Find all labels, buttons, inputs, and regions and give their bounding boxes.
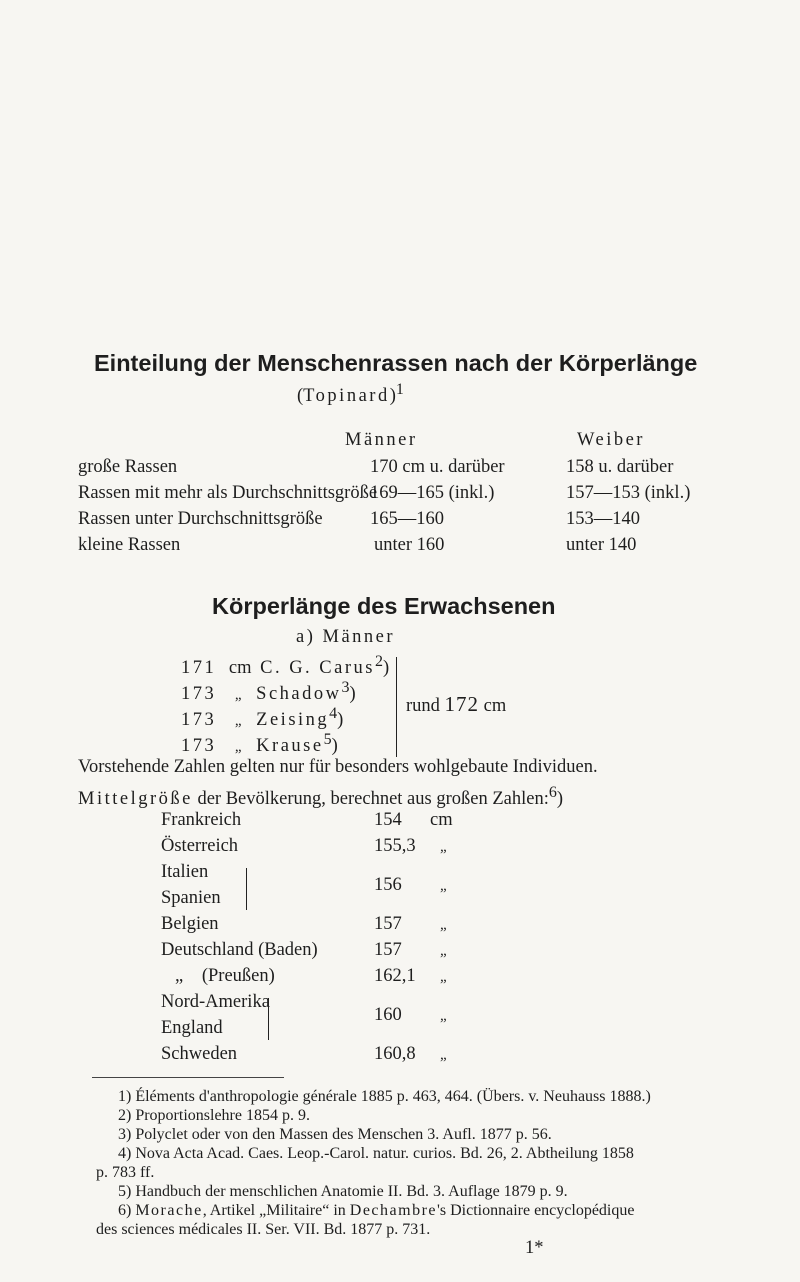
rounded-prefix: rund	[406, 696, 440, 716]
section-heading: Körperlänge des Erwachsenen	[212, 593, 556, 619]
table1-row-label: kleine Rassen	[78, 535, 181, 555]
table1-row-label: Rassen mit mehr als Durchschnittsgröße	[78, 483, 378, 503]
country-row: Österreich	[161, 836, 239, 856]
footnote-text: Nova Acta Acad. Caes. Leop.-Carol. natur. curios. Bd. 26, 2. Abtheilung 1858	[135, 1145, 634, 1162]
table1-row-men: 169—165 (inkl.)	[370, 483, 495, 503]
mittel-line: Mittelgröße der Bevölkerung, berechnet aus großen Zahlen:$^6$)	[78, 784, 564, 810]
country-value: 157	[374, 940, 402, 960]
entry-name: Schadow	[256, 684, 342, 705]
table1-row-men: 165—160	[370, 509, 444, 529]
footnote-number: 6)	[118, 1202, 132, 1219]
country-value: 157	[374, 914, 402, 934]
footnote	[118, 1126, 552, 1144]
signature-mark: 1*	[525, 1238, 544, 1258]
country-value: 155,3	[374, 836, 416, 856]
country-value: 160,8	[374, 1044, 416, 1064]
country-row: Spanien	[161, 888, 221, 908]
entry-row: 173 „ Zeising$^4$)	[181, 705, 344, 731]
entry-unit: „	[234, 739, 242, 756]
country-unit: „	[440, 969, 447, 985]
country-value: 162,1	[374, 966, 416, 986]
table1-row-men: 170 cm u. darüber	[370, 457, 505, 477]
footnote	[118, 1088, 651, 1106]
footnote-number: 5)	[118, 1183, 132, 1200]
footnote	[118, 1107, 310, 1125]
footnote-ref: 5	[323, 731, 332, 748]
footnote-text: 's Dictionnaire encyclopédique	[437, 1202, 635, 1219]
entry-value: 173	[181, 736, 217, 757]
country-unit: „	[440, 917, 447, 933]
footnote-text: Polyclet oder von den Massen des Menschen 3. Aufl. 1877 p. 56.	[135, 1126, 552, 1143]
entry-row: 173 „ Krause$^5$)	[181, 731, 338, 757]
table1-row-women: 157—153 (inkl.)	[566, 483, 691, 503]
footnote-text: , Artikel „Militaire“ in	[202, 1202, 346, 1219]
entry-value: 173	[181, 710, 217, 731]
table1-row-label: Rassen unter Durchschnittsgröße	[78, 509, 323, 529]
group-brace	[246, 868, 247, 910]
country-value: 160	[374, 1005, 402, 1025]
entry-value: 171	[181, 658, 217, 679]
group-brace	[268, 998, 269, 1040]
mittel-word: Mittelgröße	[78, 789, 193, 810]
country-value: 154	[374, 810, 402, 830]
country-row: Italien	[161, 862, 209, 882]
country-unit: „	[440, 839, 447, 855]
footnote-ref: 3	[341, 679, 350, 696]
footnote	[118, 1145, 634, 1163]
footnote-author: Dechambre	[349, 1202, 437, 1219]
entry-row: 173 „ Schadow$^3$)	[181, 679, 356, 705]
country-unit: „	[440, 878, 447, 894]
note: Vorstehende Zahlen gelten nur für besonders wohlgebaute Individuen.	[78, 757, 598, 777]
country-value: 156	[374, 875, 402, 895]
table1-row-label: große Rassen	[78, 457, 178, 477]
country-row: Schweden	[161, 1044, 238, 1064]
footnote-ref: 2	[374, 653, 383, 670]
footnote-number: 3)	[118, 1126, 132, 1143]
country-unit: „	[440, 1047, 447, 1063]
country-row: Deutschland (Baden)	[161, 940, 318, 960]
footnote-number: 1)	[118, 1088, 132, 1105]
group-brace	[396, 657, 397, 757]
footnote-text: Éléments d'anthropologie générale 1885 p. 463, 464. (Übers. v. Neuhauss 1888.)	[135, 1088, 651, 1105]
table1-row-men: unter 160	[374, 535, 445, 555]
footnote-continuation: p. 783 ff.	[96, 1164, 155, 1181]
entry-name: Krause	[256, 736, 324, 757]
footnote-number: 4)	[118, 1145, 132, 1162]
footnote	[118, 1202, 634, 1220]
country-unit: „	[440, 943, 447, 959]
table1-row-women: 153—140	[566, 509, 640, 529]
country-row: Frankreich	[161, 810, 242, 830]
footnote	[118, 1183, 568, 1201]
country-row: „ (Preußen)	[175, 966, 275, 986]
footnote-continuation: des sciences médicales II. Ser. VII. Bd. 1877 p. 731.	[96, 1221, 431, 1238]
entry-unit: „	[234, 687, 242, 704]
mittel-rest: der Bevölkerung, berechnet aus großen Zahlen:	[197, 789, 549, 810]
country-unit: „	[440, 1008, 447, 1024]
section-subheading: a) Männer	[296, 627, 396, 647]
entry-name: Zeising	[256, 710, 330, 731]
footnote-number: 2)	[118, 1107, 132, 1124]
footnote-rule	[92, 1077, 284, 1078]
rounded-unit: cm	[483, 696, 507, 716]
entry-unit: cm	[228, 658, 252, 679]
table1-row-women: 158 u. darüber	[566, 457, 674, 477]
header-women: Weiber	[577, 430, 645, 450]
entry-unit: „	[234, 713, 242, 730]
page-title: Einteilung der Menschenrassen nach der Körperlänge	[94, 350, 698, 376]
footnote-ref: 4	[329, 705, 338, 722]
subtitle-author: Topinard	[303, 386, 390, 407]
country-unit: cm	[430, 810, 453, 830]
country-row: Nord-Amerika	[161, 992, 270, 1012]
entry-name: C. G. Carus	[260, 658, 375, 679]
entry-value: 173	[181, 684, 217, 705]
table1-row-women: unter 140	[566, 535, 637, 555]
rounded-number: 172	[444, 692, 480, 716]
rounded-value	[406, 692, 506, 717]
footnote-author: Morache	[135, 1202, 203, 1219]
footnote-text: Handbuch der menschlichen Anatomie II. Bd. 3. Auflage 1879 p. 9.	[135, 1183, 568, 1200]
country-row: Belgien	[161, 914, 219, 934]
subtitle: (Topinard)$^1$	[297, 381, 404, 407]
footnote-ref: 6	[548, 784, 557, 801]
footnote-ref: 1	[395, 381, 404, 398]
footnote-text: Proportionslehre 1854 p. 9.	[135, 1107, 310, 1124]
entry-row: 171 cm C. G. Carus$^2$)	[181, 653, 390, 679]
country-row: England	[161, 1018, 223, 1038]
header-men: Männer	[345, 430, 418, 450]
